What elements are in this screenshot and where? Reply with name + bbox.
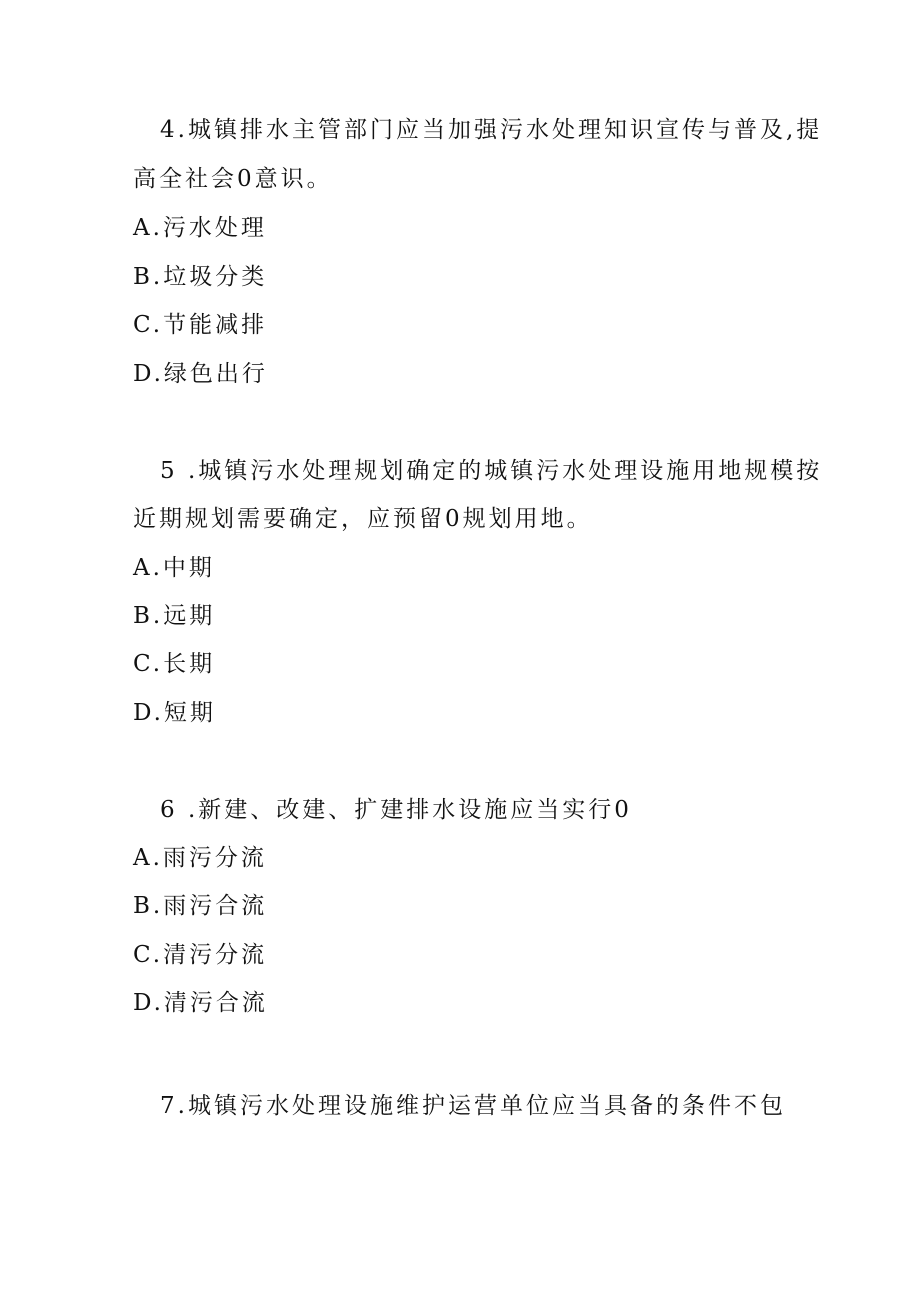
question-stem-line-1: 6 .新建、改建、扩建排水设施应当实行0 — [160, 797, 632, 823]
question-stem-line-1: 4.城镇排水主管部门应当加强污水处理知识宣传与普及,提 — [160, 117, 823, 143]
question-stem-line-1: 7.城镇污水处理设施维护运营单位应当具备的条件不包 — [160, 1093, 786, 1119]
option-b: B.雨污合流 — [133, 893, 268, 919]
option-d: D.清污合流 — [133, 990, 268, 1016]
question-stem-line-2: 近期规划需要确定，应预留0规划用地。 — [133, 506, 593, 532]
option-a: A.中期 — [133, 555, 215, 581]
option-d: D.短期 — [133, 700, 216, 726]
option-c: C.节能减排 — [133, 312, 268, 338]
option-c: C.长期 — [133, 651, 216, 677]
question-stem-line-1: 5 .城镇污水处理规划确定的城镇污水处理设施用地规模按 — [160, 458, 823, 484]
option-a: A.雨污分流 — [133, 845, 267, 871]
option-c: C.清污分流 — [133, 942, 268, 968]
question-stem-line-2: 高全社会0意识。 — [133, 166, 333, 192]
option-b: B.远期 — [133, 603, 216, 629]
option-a: A.污水处理 — [133, 215, 267, 241]
option-b: B.垃圾分类 — [133, 264, 268, 290]
option-d: D.绿色出行 — [133, 361, 268, 387]
